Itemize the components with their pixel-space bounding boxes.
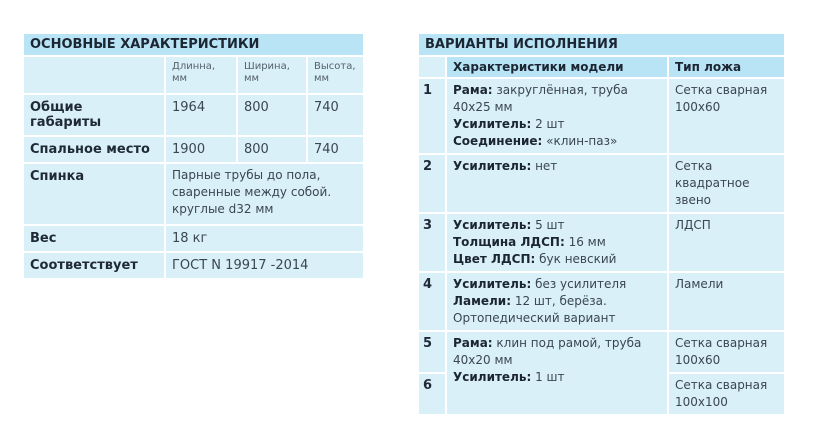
standard-label: Соответствует: [24, 253, 164, 278]
amplifier-key: Усилитель:: [453, 159, 532, 173]
weight-value: 18 кг: [166, 226, 363, 251]
frame-key: Рама:: [453, 336, 493, 350]
amplifier-key: Усилитель:: [453, 117, 532, 131]
amplifier-value: нет: [531, 159, 558, 173]
connection-value: «клин-паз»: [542, 134, 618, 148]
table-row: [419, 332, 784, 372]
empty-header-cell: [24, 57, 164, 93]
col-length-header: Длинна, мм: [166, 57, 236, 93]
variant-number: 2: [419, 155, 445, 212]
bed-type: Сетка сварная 100х100: [669, 374, 784, 414]
row-label: Общие габариты: [24, 95, 164, 135]
variants-title: ВАРИАНТЫ ИСПОЛНЕНИЯ: [419, 34, 784, 55]
table-row: [419, 214, 784, 271]
color-value: бук невский: [535, 252, 617, 266]
amplifier-value: 5 шт: [531, 218, 565, 232]
thickness-key: Толщина ЛДСП:: [453, 235, 565, 249]
table-row: [419, 273, 784, 330]
variants-table: [417, 32, 786, 416]
standard-value: ГОСТ N 19917 -2014: [166, 253, 363, 278]
amplifier-value: без усилителя: [531, 277, 627, 291]
table-row: [24, 253, 363, 278]
back-label: Спинка: [24, 164, 164, 224]
variant-number: 1: [419, 79, 445, 153]
table-row: [419, 79, 784, 153]
weight-label: Вес: [24, 226, 164, 251]
table-row: [24, 164, 363, 224]
amplifier-value: 2 шт: [531, 117, 565, 131]
variant-number: 6: [419, 374, 445, 414]
main-specs-table: [22, 32, 365, 280]
height-value: 740: [308, 137, 363, 162]
thickness-value: 16 мм: [564, 235, 606, 249]
length-value: 1900: [166, 137, 236, 162]
lamellae-value: 12 шт, берёза.: [511, 294, 607, 308]
orthopedic-note: Ортопедический вариант: [453, 311, 616, 325]
length-value: 1964: [166, 95, 236, 135]
width-value: 800: [238, 137, 306, 162]
col-model-header: Характеристики модели: [447, 57, 667, 77]
bed-type: Сетка сварная 100х60: [669, 332, 784, 372]
main-specs-title: ОСНОВНЫЕ ХАРАКТЕРИСТИКИ: [24, 34, 363, 55]
amplifier-key: Усилитель:: [453, 277, 532, 291]
amplifier-key: Усилитель:: [453, 218, 532, 232]
table-row: [24, 226, 363, 251]
col-height-header: Высота, мм: [308, 57, 363, 93]
frame-value: клин под рамой, труба 40х20 мм: [453, 336, 642, 367]
variant-number: 3: [419, 214, 445, 271]
bed-type: ЛДСП: [669, 214, 784, 271]
col-width-header: Ширина, мм: [238, 57, 306, 93]
variant-description: [447, 273, 667, 330]
table-row: [24, 137, 363, 162]
back-value: Парные трубы до пола, сваренные между собой. круглые d32 мм: [166, 164, 363, 224]
table-row: [419, 155, 784, 212]
row-label: Спальное место: [24, 137, 164, 162]
col-bed-header: Тип ложа: [669, 57, 784, 77]
variant-number: 5: [419, 332, 445, 372]
bed-type: Ламели: [669, 273, 784, 330]
variant-description: [447, 214, 667, 271]
variant-description: [447, 332, 667, 414]
height-value: 740: [308, 95, 363, 135]
variant-description: [447, 155, 667, 212]
amplifier-key: Усилитель:: [453, 370, 532, 384]
width-value: 800: [238, 95, 306, 135]
empty-header-cell: [419, 57, 445, 77]
bed-type: Сетка сварная 100х60: [669, 79, 784, 153]
lamellae-key: Ламели:: [453, 294, 512, 308]
frame-key: Рама:: [453, 83, 493, 97]
amplifier-value: 1 шт: [531, 370, 565, 384]
table-row: [24, 95, 363, 135]
variant-description: [447, 79, 667, 153]
bed-type: Сетка квадратное звено: [669, 155, 784, 212]
variant-number: 4: [419, 273, 445, 330]
color-key: Цвет ЛДСП:: [453, 252, 536, 266]
connection-key: Соединение:: [453, 134, 543, 148]
frame-value: закруглённая, труба 40х25 мм: [453, 83, 628, 114]
